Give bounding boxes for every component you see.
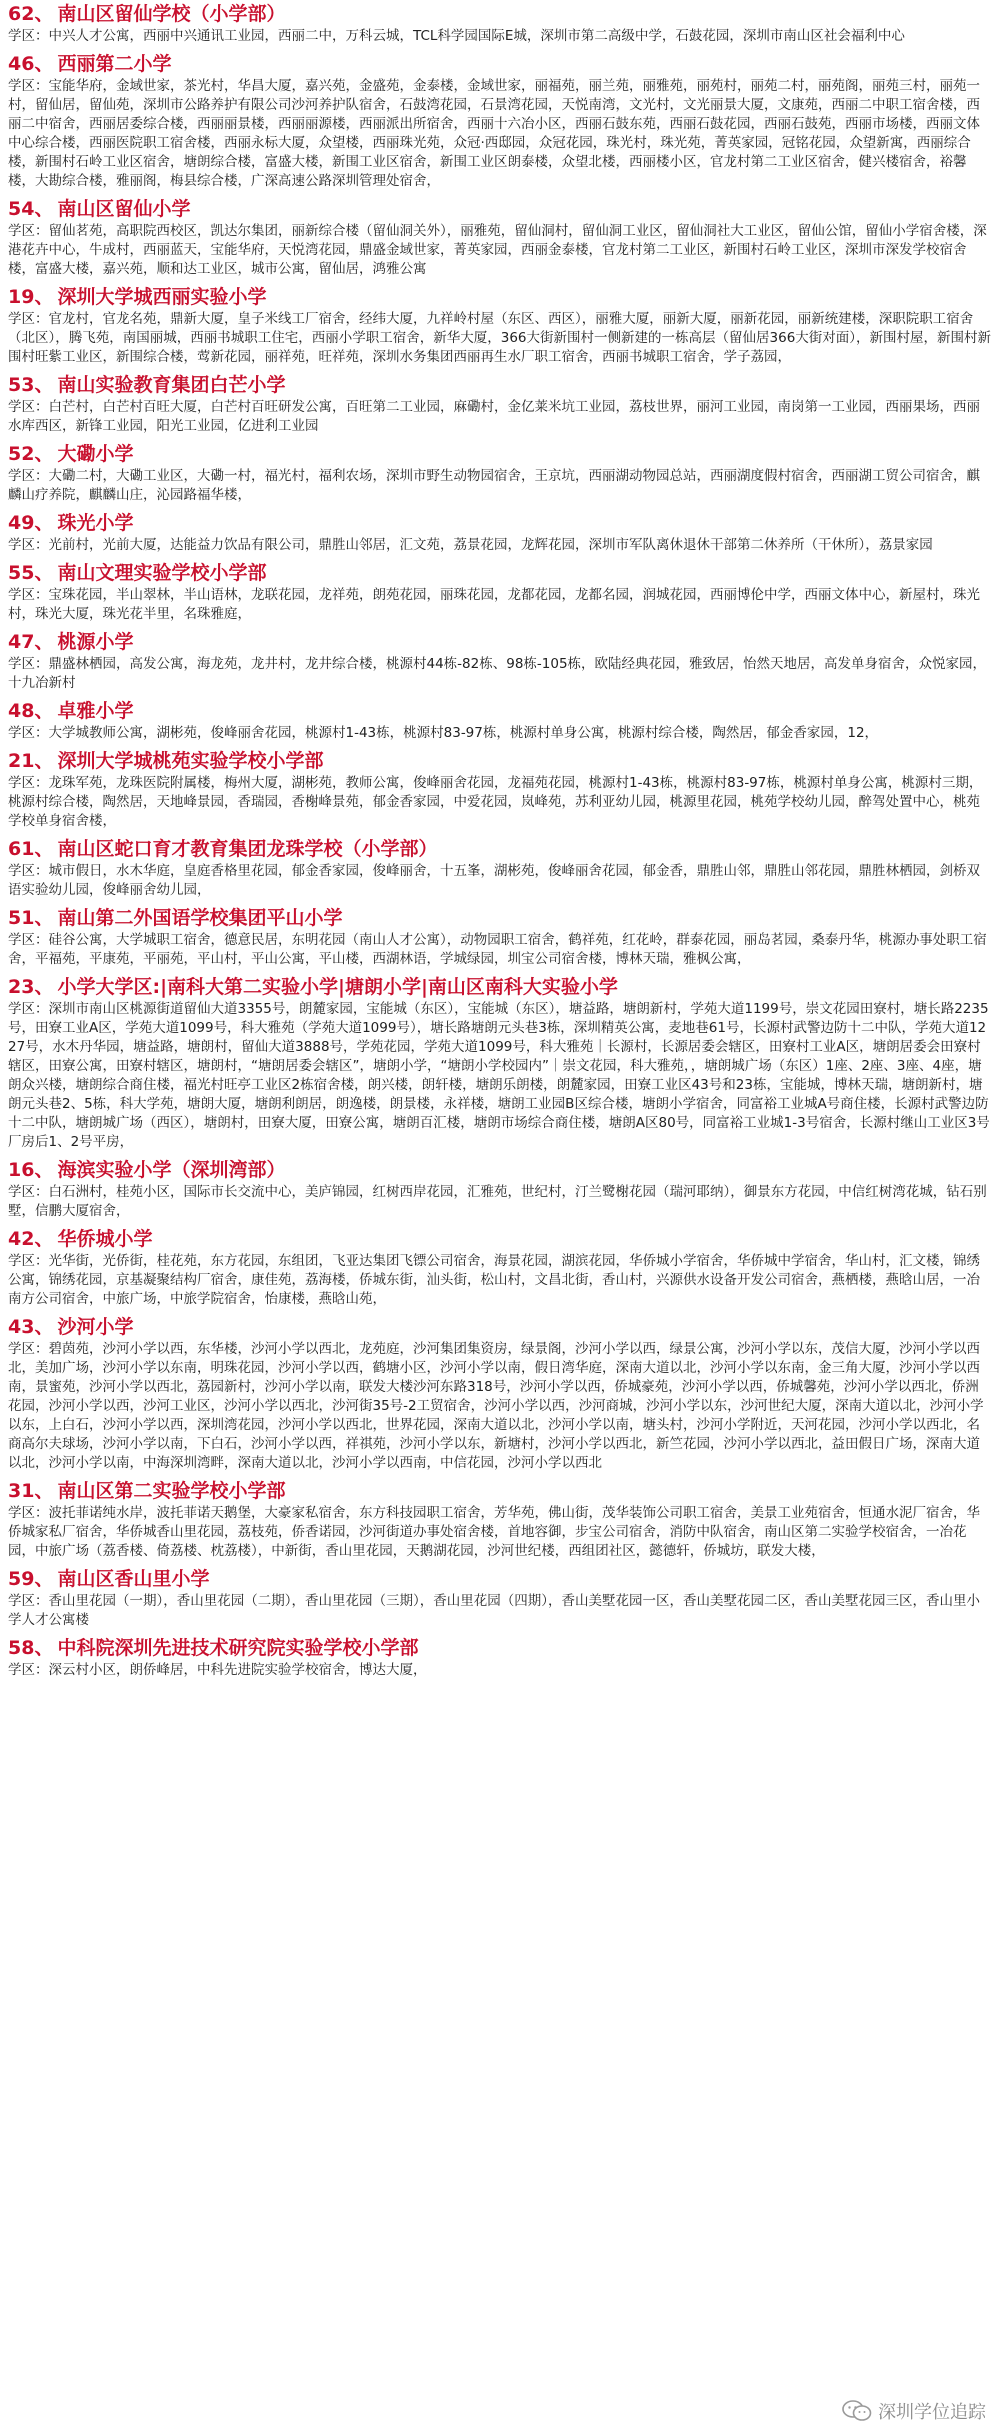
area-text: 深云村小区，朗侨峰居，中科先进院实验学校宿舍，博达大厦， [48,1662,427,1678]
area-text: 光华街，光侨街，桂花苑，东方花园，东组团，飞亚达集团飞镖公司宿舍，海景花园，湖滨花园，华侨城小学宿舍，华侨城中学宿舍，华山村，汇文楼，锦绣公寓，锦绣花园，京基凝聚结构厂宿舍，康佳苑，荔海楼，侨城东街，汕头街，松山村，文昌北街，香山村，兴源供水设备开发公司宿舍，燕栖楼，燕晗山居，一冶南方公司宿舍，中旅广场，中旅学院宿舍，怡康楼，燕晗山苑， [8,1253,980,1307]
school-title [8,1479,992,1504]
school-title [8,561,992,586]
school-name: 南山第二外国语学校集团平山小学 [57,907,343,929]
rank-separator: 、 [34,700,54,722]
watermark-text: 深圳学位追踪 [878,2402,986,2423]
area-text: 官龙村，官龙名苑，鼎新大厦，皇子米线工厂宿舍，经纬大厦，九祥岭村屋（东区、西区），丽雅大厦，丽新大厦，丽新花园，丽新统建楼，深职院职工宿舍（北区），腾飞苑，南国丽城，西丽书城职工住宅，西丽小学职工宿舍，新华大厦，366大街新围村一侧新建的一栋高层（留仙居366大街对面），新围村屋，新围村新围村旺紫工业区，新围综合楼，莺新花园，丽祥苑，旺祥苑，深圳水务集团西丽再生水厂职工宿舍，西丽书城职工宿舍，学子荔园， [8,311,992,365]
school-title [8,906,992,931]
school-name: 卓雅小学 [57,700,134,722]
area-text: 中兴人才公寓，西丽中兴通讯工业园，西丽二中，万科云城，TCL科学园国际E城，深圳市第二高级中学，石鼓花园，深圳市南山区社会福利中心 [48,28,905,44]
area-text: 城市假日，水木华庭，皇庭香格里花园，郁金香家园，俊峰丽舍，十五峯，湖彬苑，俊峰丽舍花园，郁金香，鼎胜山邻，鼎胜山邻花园，鼎胜林栖园，剑桥双语实验幼儿园，俊峰丽舍幼儿园， [8,863,980,898]
school-rank: 61 [8,838,35,860]
school-area [8,774,992,831]
school-name: 桃源小学 [57,631,134,653]
school-name: 南山区第二实验学校小学部 [57,1480,286,1502]
school-area [8,586,992,624]
area-prefix: 学区： [8,1184,49,1200]
rank-separator: 、 [34,1228,54,1250]
school-entry [8,561,992,624]
school-name: 深圳大学城西丽实验小学 [57,286,267,308]
school-rank: 47 [8,631,35,653]
school-area [8,1592,992,1630]
school-name: 珠光小学 [57,512,134,534]
school-title [8,197,992,222]
school-entry [8,511,992,555]
area-prefix: 学区： [8,587,49,603]
school-title [8,1158,992,1183]
school-title [8,749,992,774]
school-entry [8,285,992,367]
school-entry [8,2,992,46]
rank-separator: 、 [34,1316,54,1338]
area-text: 波托菲诺纯水岸，波托菲诺天鹅堡，大豪家私宿舍，东方科技园职工宿舍，芳华苑，佛山街，茂华装饰公司职工宿舍，美景工业苑宿舍，恒通水泥厂宿舍，华侨城家私厂宿舍，华侨城香山里花园，荔枝苑，侨香诺园，沙河街道办事处宿舍楼，首地容御，步宝公司宿舍，消防中队宿舍，南山区第二实验学校宿舍，一冶花园，中旅广场（荔香楼、倚荔楼、枕荔楼），中新街，香山里花园，天鹅湖花园，沙河世纪楼，西组团社区，懿德轩，侨城坊，联发大楼， [8,1505,980,1559]
school-entry [8,1567,992,1630]
school-area [8,655,992,693]
school-area [8,1252,992,1309]
school-area [8,1504,992,1561]
area-text: 宝能华府，金域世家，茶光村，华昌大厦，嘉兴苑，金盛苑，金泰楼，金域世家，丽福苑，丽兰苑，丽雅苑，丽苑村，丽苑二村，丽苑阁，丽苑三村，丽苑一村，留仙居，留仙苑，深圳市公路养护有限公司沙河养护队宿舍，石鼓湾花园，石景湾花园，天悦南湾，文光村，文光丽景大厦，文康苑，西丽二中职工宿舍楼，西丽二中宿舍，西丽居委综合楼，西丽丽景楼，西丽丽源楼，西丽派出所宿舍，西丽十六冶小区，西丽石鼓东苑，西丽石鼓花园，西丽石鼓苑，西丽市场楼，西丽文体中心综合楼，西丽医院职工宿舍楼，西丽永标大厦，众望楼，西丽珠光苑，众冠·西邸园，众冠花园，珠光村，珠光苑，菁英家园，冠铭花园，众望新寓，西丽综合楼，新围村石岭工业区宿舍，塘朗综合楼，富盛大楼，新围工业区宿舍，新围工业区朗泰楼，众望北楼，西丽楼小区，官龙村第二工业区宿舍，健兴楼宿舍，裕馨楼，大勘综合楼，雅丽阁，梅县综合楼，广深高速公路深圳管理处宿舍， [8,78,980,189]
area-prefix: 学区： [8,1593,49,1609]
school-name: 南山区香山里小学 [57,1568,210,1590]
area-prefix: 学区： [8,656,49,672]
area-prefix: 学区： [8,932,49,948]
rank-separator: 、 [34,1637,54,1659]
school-title [8,511,992,536]
school-entry [8,373,992,436]
school-entry [8,197,992,279]
school-entry [8,630,992,693]
school-rank: 52 [8,443,35,465]
school-rank: 43 [8,1316,35,1338]
school-entry [8,749,992,831]
rank-separator: 、 [34,1480,54,1502]
school-area [8,1000,992,1152]
rank-separator: 、 [34,53,54,75]
area-prefix: 学区： [8,725,49,741]
school-entry [8,837,992,900]
school-title [8,285,992,310]
school-rank: 49 [8,512,35,534]
school-name: 中科院深圳先进技术研究院实验学校小学部 [57,1637,419,1659]
school-rank: 21 [8,750,35,772]
area-prefix: 学区： [8,28,49,44]
school-area [8,724,992,743]
wechat-icon [842,2400,872,2422]
school-name: 西丽第二小学 [57,53,172,75]
area-prefix: 学区： [8,399,49,415]
school-name: 小学大学区:|南科大第二实验小学|塘朗小学|南山区南科大实验小学 [57,976,618,998]
school-area [8,310,992,367]
school-entry [8,699,992,743]
school-title [8,699,992,724]
school-rank: 59 [8,1568,35,1590]
area-prefix: 学区： [8,775,49,791]
area-prefix: 学区： [8,1505,49,1521]
rank-separator: 、 [34,838,54,860]
rank-separator: 、 [34,512,54,534]
area-text: 宝珠花园，半山翠林，半山语林，龙联花园，龙祥苑，朗苑花园，丽珠花园，龙都花园，龙都名园，润城花园，西丽博伦中学，西丽文体中心，新屋村，珠光村，珠光大厦，珠光花半里，名珠雅庭， [8,587,980,622]
school-title [8,837,992,862]
school-title [8,1227,992,1252]
school-area [8,1340,992,1473]
school-rank: 19 [8,286,35,308]
area-text: 香山里花园（一期），香山里花园（二期），香山里花园（三期），香山里花园（四期），香山美墅花园一区，香山美墅花园二区，香山美墅花园三区，香山里小学人才公寓楼 [8,1593,980,1628]
school-rank: 62 [8,3,35,25]
school-rank: 42 [8,1228,35,1250]
school-title [8,1567,992,1592]
rank-separator: 、 [34,374,54,396]
rank-separator: 、 [34,631,54,653]
school-name: 深圳大学城桃苑实验学校小学部 [57,750,324,772]
school-name: 海滨实验小学（深圳湾部） [57,1159,286,1181]
area-prefix: 学区： [8,78,49,94]
school-title [8,1636,992,1661]
area-text: 白芒村，白芒村百旺大厦，白芒村百旺研发公寓，百旺第二工业园，麻磡村，金亿莱米坑工业园，荔枝世界，丽河工业园，南岗第一工业园，西丽果场，西丽水库西区，新锋工业园，阳光工业园，亿进利工业园 [8,399,980,434]
rank-separator: 、 [34,3,54,25]
school-entry [8,1227,992,1309]
school-area [8,536,992,555]
rank-separator: 、 [34,907,54,929]
school-name: 沙河小学 [57,1316,134,1338]
watermark [842,2398,986,2424]
school-rank: 58 [8,1637,35,1659]
rank-separator: 、 [34,286,54,308]
school-name: 南山实验教育集团白芒小学 [57,374,286,396]
school-title [8,442,992,467]
school-area [8,398,992,436]
school-area [8,222,992,279]
school-area [8,27,992,46]
area-prefix: 学区： [8,1253,49,1269]
area-text: 龙珠军苑，龙珠医院附属楼，梅州大厦，湖彬苑，教师公寓，俊峰丽舍花园，龙福苑花园，桃源村1-43栋，桃源村83-97栋，桃源村单身公寓，桃源村三期，桃源村综合楼，陶然居，天地峰景园，香瑞园，香榭峰景苑，郁金香家园，中爱花园，岚峰苑，苏利亚幼儿园，桃源里花园，桃苑学校幼儿园，醉驾处置中心，桃苑学校单身宿舍楼， [8,775,983,829]
school-entry [8,1158,992,1221]
school-entry [8,1479,992,1561]
school-area [8,931,992,969]
area-prefix: 学区： [8,1341,49,1357]
area-prefix: 学区： [8,1001,49,1017]
area-prefix: 学区： [8,537,49,553]
area-text: 大磡二村，大磡工业区，大磡一村，福光村，福利农场，深圳市野生动物园宿舍，王京坑，西丽湖动物园总站，西丽湖度假村宿舍，西丽湖工贸公司宿舍，麒麟山疗养院，麒麟山庄，沁园路福华楼， [8,468,980,503]
school-entry [8,1636,992,1680]
school-entry [8,1315,992,1473]
school-name: 南山区蛇口育才教育集团龙珠学校（小学部） [57,838,438,860]
area-text: 硅谷公寓，大学城职工宿舍，德意民居，东明花园（南山人才公寓），动物园职工宿舍，鹤祥苑，红花岭，群泰花园，丽岛茗园，桑泰丹华，桃源办事处职工宿舍，平福苑，平康苑，平丽苑，平山村，平山公寓，平山楼，西湖林语，学城绿园，圳宝公司宿舍楼，博林天瑞，雅枫公寓， [8,932,987,967]
area-prefix: 学区： [8,311,49,327]
school-name: 南山区留仙学校（小学部） [57,3,286,25]
rank-separator: 、 [34,1568,54,1590]
area-prefix: 学区： [8,223,49,239]
rank-separator: 、 [34,443,54,465]
school-area [8,77,992,191]
rank-separator: 、 [34,562,54,584]
area-text: 留仙茗苑，高职院西校区，凯达尔集团，丽新综合楼（留仙洞关外），丽雅苑，留仙洞村，留仙洞工业区，留仙洞社大工业区，留仙公馆，留仙小学宿舍楼，深港花卉中心，牛成村，西丽蓝天，宝能华府，天悦湾花园，鼎盛金域世家，菁英家园，西丽金泰楼，官龙村第二工业区，新围村石岭工业区，深圳市深发学校宿舍楼，富盛大楼，嘉兴苑，顺和达工业区，城市公寓，留仙居，鸿雅公寓 [8,223,987,277]
school-rank: 54 [8,198,35,220]
area-text: 白石洲村，桂苑小区，国际市长交流中心，美庐锦园，红树西岸花园，汇雅苑，世纪村，汀兰鹭榭花园（瑞河耶纳），御景东方花园，中信红树湾花城，钻石别墅，信鹏大厦宿舍， [8,1184,987,1219]
school-rank: 31 [8,1480,35,1502]
area-text: 碧茵苑，沙河小学以西，东华楼，沙河小学以西北，龙苑庭，沙河集团集资房，绿景阁，沙河小学以西，绿景公寓，沙河小学以东，茂信大厦，沙河小学以西北，美加广场，沙河小学以东南，明珠花园，沙河小学以西，鹤塘小区，沙河小学以南，假日湾华庭，深南大道以北，沙河小学以东南，金三角大厦，沙河小学以西南，景蜜苑，沙河小学以西北，荔园新村，沙河小学以南，联发大楼沙河东路318号，沙河小学以西，侨城豪苑，沙河小学以西，侨城馨苑，沙河小学以西北，侨洲花园，沙河小学以西，沙河工业区，沙河小学以西北，沙河街35号-2工贸宿舍，沙河小学以西，沙河商城，沙河小学以东，沙河世纪大厦，深南大道以北，沙河小学以东，上白石，沙河小学以西，深圳湾花园，沙河小学以西北，世界花园，深南大道以北，沙河小学以南，塘头村，沙河小学附近，天河花园，沙河小学以西北，名商高尔夫球场，沙河小学以南，下白石，沙河小学以西，祥祺苑，沙河小学以东，新塘村，沙河小学以西北，新竺花园，沙河小学以西北，益田假日广场，深南大道以北，沙河小学以南，中海深圳湾畔，深南大道以北，沙河小学以西南，中信花园，沙河小学以西北 [8,1341,984,1471]
school-title [8,1315,992,1340]
school-name: 南山文理实验学校小学部 [57,562,267,584]
school-rank: 46 [8,53,35,75]
area-prefix: 学区： [8,863,49,879]
school-entry [8,975,992,1152]
rank-separator: 、 [34,198,54,220]
school-area [8,1661,992,1680]
school-name: 华侨城小学 [57,1228,153,1250]
area-prefix: 学区： [8,1662,49,1678]
school-title [8,373,992,398]
school-rank: 23 [8,976,35,998]
school-rank: 16 [8,1159,35,1181]
area-text: 鼎盛林栖园，高发公寓，海龙苑，龙井村，龙井综合楼，桃源村44栋-82栋、98栋-105栋，欧陆经典花园，雅致居，怡然天地居，高发单身宿舍，众悦家园，十九冶新村 [8,656,987,691]
school-title [8,52,992,77]
rank-separator: 、 [34,1159,54,1181]
school-area [8,467,992,505]
school-area [8,862,992,900]
school-rank: 48 [8,700,35,722]
school-rank: 53 [8,374,35,396]
school-title [8,2,992,27]
school-rank: 51 [8,907,35,929]
school-title [8,975,992,1000]
rank-separator: 、 [34,976,54,998]
school-area [8,1183,992,1221]
area-text: 光前村，光前大厦，达能益力饮品有限公司，鼎胜山邻居，汇文苑，荔景花园，龙辉花园，深圳市军队离休退休干部第二休养所（干休所），荔景家园 [48,537,933,553]
school-name: 南山区留仙小学 [57,198,191,220]
school-entry [8,906,992,969]
school-entry [8,52,992,191]
school-name: 大磡小学 [57,443,134,465]
rank-separator: 、 [34,750,54,772]
area-prefix: 学区： [8,468,49,484]
school-rank: 55 [8,562,35,584]
school-entry [8,442,992,505]
school-title [8,630,992,655]
area-text: 大学城教师公寓，湖彬苑，俊峰丽舍花园，桃源村1-43栋，桃源村83-97栋，桃源村单身公寓，桃源村综合楼，陶然居，郁金香家园，12， [48,725,879,741]
area-text: 深圳市南山区桃源街道留仙大道3355号，朗麓家园，宝能城（东区），宝能城（东区），塘益路，塘朗新村，学苑大道1199号，崇文花园田寮村，塘长路2235号，田寮工业A区，学苑大道1099号，科大雅苑（学苑大道1099号），塘长路塘朗元头巷3栋，深圳精英公寓，麦地巷61号，长源村武警边防十二中队，学苑大道1227号，水木丹华园，塘益路，塘朗村，留仙大道3888号，学苑花园，学苑大道1099号，科大雅苑｜长源村，长源居委会辖区，田寮村工业A区，塘朗居委会田寮村辖区，田寮公寓，田寮村辖区，塘朗村，“塘朗居委会辖区”，塘朗小学，“塘朗小学校园内”｜崇文花园，科大雅苑，，塘朗城广场（东区）1座、2座、3座、4座，塘朗众兴楼，塘朗综合商住楼，福光村旺亭工业区2栋宿舍楼，朗兴楼，朗轩楼，塘朗乐朗楼，朗麓家园，田寮工业区43号和23栋，宝能城，博林天瑞，塘朗新村，塘朗元头巷2、5栋，科大学苑，塘朗大厦，塘朗利朗居，朗逸楼，朗景楼，永祥楼，塘朗工业园B区综合楼，塘朗小学宿舍，同富裕工业城A号商住楼，长源村武警边防十二中队，塘朗城广场（西区），塘朗村，田寮大厦，田寮公寓，塘朗百汇楼，塘朗市场综合商住楼，塘朗A区80号，同富裕工业城1-3号宿舍，长源村继山工业区3号厂房后1、2号平房， [8,1001,990,1150]
